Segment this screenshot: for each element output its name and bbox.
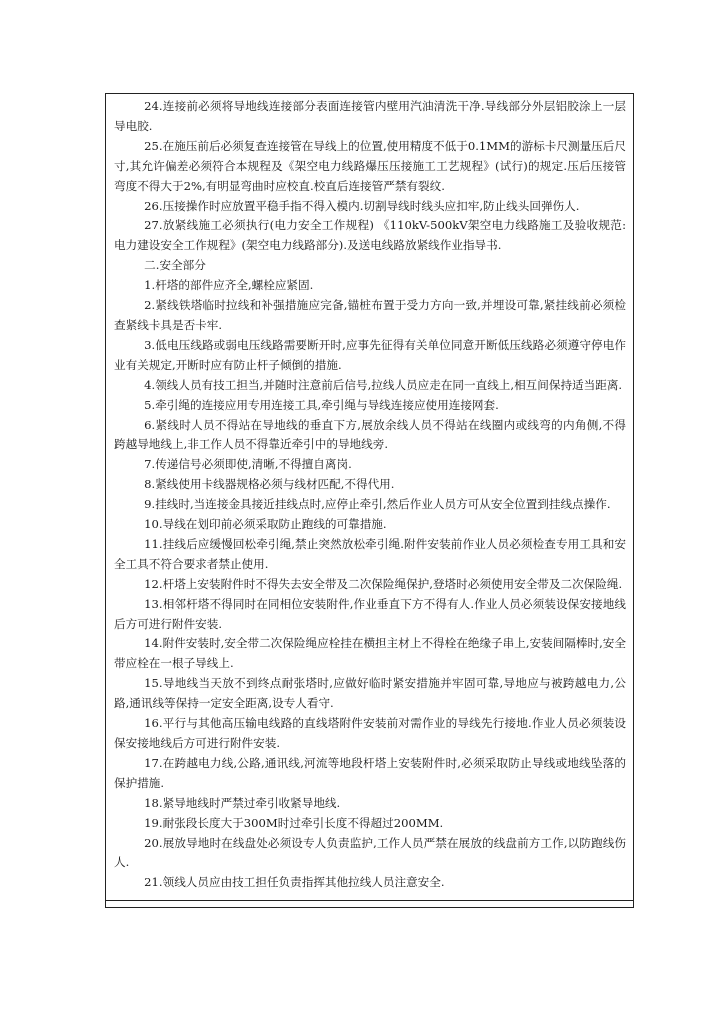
safety-item-1: 1.杆塔的部件应齐全,螺栓应紧固. xyxy=(144,278,314,293)
paragraph-27: 27.放紧线施工必须执行(电力安全工作规程) 《110kV-500kV架空电力线路施工及验收规范:电力建设安全工作规程》(架空电力线路部分).及送电线路放紧线作业指导书. xyxy=(114,218,626,253)
safety-item-14: 14.附件安装时,安全带二次保险绳应栓挂在横担主材上不得栓在绝缘子串上,安装间隔棒时,安全带应栓在一根子导线上. xyxy=(114,636,626,671)
paragraph-26: 26.压接操作时应放置平稳手指不得入模内.切割导线时线头应扣牢,防止线头回弹伤人. xyxy=(144,198,580,213)
safety-item-13: 13.相邻杆塔不得同时在同相位安装附件,作业垂直下方不得有人.作业人员必须装设保安接地线后方可进行附件安装. xyxy=(114,596,626,631)
safety-item-12: 12.杆塔上安装附件时不得失去安全带及二次保险绳保护,登塔时必须使用安全带及二次保险绳. xyxy=(144,576,623,591)
safety-item-6: 6.紧线时人员不得站在导地线的垂直下方,展放余线人员不得站在线圈内或线弯的内角侧,不得跨越导地线上,非工作人员不得靠近牵引中的导地线旁. xyxy=(114,417,626,452)
safety-item-5: 5.牵引绳的连接应用专用连接工具,牵引绳与导线连接应使用连接网套. xyxy=(144,397,499,412)
safety-item-10: 10.导线在划印前必须采取防止跑线的可靠措施. xyxy=(144,517,387,532)
safety-item-9: 9.挂线时,当连接金具接近挂线点时,应停止牵引,然后作业人员方可从安全位置到挂线点操作. xyxy=(144,497,611,512)
safety-item-21: 21.领线人员应由技工担任负责指挥其他拉线人员注意安全. xyxy=(144,875,445,890)
paragraph-24: 24.连接前必须将导地线连接部分表面连接管内壁用汽油清洗干净.导线部分外层铝胶涂上一层导电胶. xyxy=(114,99,626,133)
table-inner-border xyxy=(106,900,633,901)
safety-item-11: 11.挂线后应缓慢回松牵引绳,禁止突然放松牵引绳.附件安装前作业人员必须检查专用工具和安全工具不符合要求者禁止使用. xyxy=(114,536,626,571)
safety-item-20: 20.展放导地时在线盘处必须设专人负责监护,工作人员严禁在展放的线盘前方工作,以防跑线伤人. xyxy=(114,835,626,870)
paragraph-25: 25.在施压前后必须复查连接管在导线上的位置,使用精度不低于0.1MM的游标卡尺测量压后尺寸,其允许偏差必须符合本规程及《架空电力线路爆压压接施工工艺规程》(试行)的规定.压后压接管弯度不得大于2%,有明显弯曲时应校直.校直后连接管严禁有裂纹. xyxy=(114,138,626,193)
section-heading-safety: 二.安全部分 xyxy=(144,258,206,273)
document-body xyxy=(114,97,626,893)
safety-item-15: 15.导地线当天放不到终点耐张塔时,应做好临时紧安措施并牢固可靠,导地应与被跨越电力,公路,通讯线等保持一定安全距离,设专人看守. xyxy=(114,676,626,711)
safety-item-18: 18.紧导地线时严禁过牵引收紧导地线. xyxy=(144,795,341,810)
safety-item-17: 17.在跨越电力线,公路,通讯线,河流等地段杆塔上安装附件时,必须采取防止导线或地线坠落的保护措施. xyxy=(114,755,626,790)
safety-item-16: 16.平行与其他高压输电线路的直线塔附件安装前对需作业的导线先行接地.作业人员必须装设保安接地线后方可进行附件安装. xyxy=(114,716,626,750)
safety-item-4: 4.领线人员有技工担当,并随时注意前后信号,拉线人员应走在同一直线上,相互间保持适当距离. xyxy=(144,377,623,392)
document-frame xyxy=(105,93,634,908)
safety-item-3: 3.低电压线路或弱电压线路需要断开时,应事先征得有关单位同意开断低压线路必须遵守停电作业有关规定,开断时应有防止杆子倾倒的措施. xyxy=(114,337,626,372)
safety-item-8: 8.紧线使用卡线器规格必须与线材匹配,不得代用. xyxy=(144,477,395,492)
safety-item-2: 2.紧线铁塔临时拉线和补强措施应完备,锚桩布置于受力方向一致,并埋设可靠,紧挂线前必须检查紧线卡具是否卡牢. xyxy=(114,298,626,332)
safety-item-19: 19.耐张段长度大于300M时过牵引长度不得超过200MM. xyxy=(144,815,444,830)
safety-item-7: 7.传递信号必须即使,清晰,不得擅自离岗. xyxy=(144,457,352,472)
